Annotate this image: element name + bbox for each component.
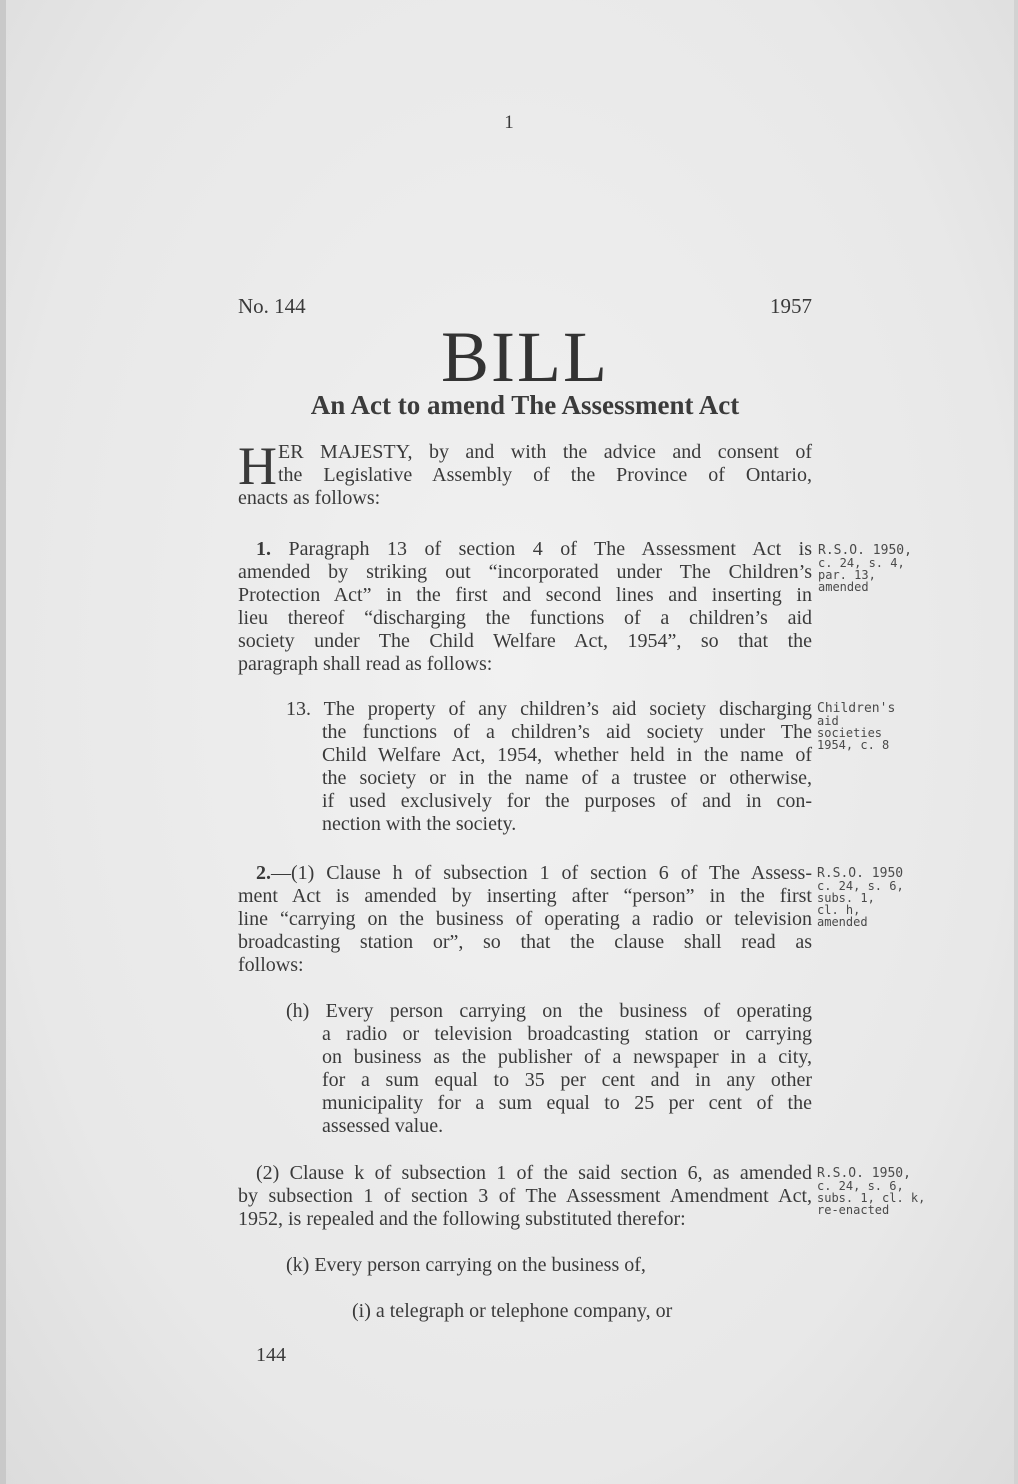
page-edge-left	[0, 0, 6, 1484]
quoted-line: the functions of a children’s aid society under The	[322, 721, 812, 743]
section-line: amended by striking out “incorporated under The Children’s	[238, 561, 812, 583]
quoted-line: nection with the society.	[322, 813, 517, 835]
section-line: follows:	[238, 954, 304, 976]
section-number: 2.	[256, 862, 271, 884]
section-line: lieu thereof “discharging the functions of a children’s aid	[238, 607, 812, 629]
quoted-line: on business as the publisher of a newspaper in a city,	[322, 1046, 812, 1068]
drop-cap: H	[238, 436, 277, 496]
quoted-line: (h) Every person carrying on the business of operating	[286, 1000, 812, 1022]
page-number: 1	[504, 112, 514, 133]
enacting-line: enacts as follows:	[238, 487, 381, 509]
section-line: by subsection 1 of section 3 of The Assessment Amendment Act,	[238, 1185, 812, 1207]
section-line	[238, 538, 812, 561]
section-line: Protection Act” in the first and second lines and inserting in	[238, 584, 812, 606]
quoted-line: the society or in the name of a trustee or otherwise,	[322, 767, 812, 789]
section-text: —(1) Clause h of subsection 1 of section 6 of The Assess-	[271, 862, 812, 884]
quoted-line: assessed value.	[322, 1115, 444, 1137]
section-line	[238, 862, 812, 885]
enacting-clause	[238, 436, 812, 510]
quoted-clause-k-i: (i) a telegraph or telephone company, or	[352, 1300, 673, 1322]
section-line: 1952, is repealed and the following substituted therefor:	[238, 1208, 686, 1230]
section-2-subsection-2	[238, 1162, 812, 1231]
section-1	[238, 538, 812, 676]
quoted-line: 13. The property of any children’s aid society discharging	[286, 698, 812, 720]
print-number: 144	[256, 1344, 286, 1366]
enacting-line: ER MAJESTY, by and with the advice and consent of	[278, 441, 812, 463]
bill-title: BILL	[441, 317, 609, 397]
section-number: 1.	[256, 538, 271, 560]
enacting-line: the Legislative Assembly of the Province of Ontario,	[278, 464, 812, 486]
quoted-line: Child Welfare Act, 1954, whether held in the name of	[322, 744, 812, 766]
quoted-line: if used exclusively for the purposes of and in con-	[322, 790, 812, 812]
section-line: line “carrying on the business of operating a radio or television	[238, 908, 812, 930]
section-line: broadcasting station or”, so that the clause shall read as	[238, 931, 812, 953]
section-line: paragraph shall read as follows:	[238, 653, 493, 675]
section-line: ment Act is amended by inserting after “person” in the first	[238, 885, 812, 907]
section-line: society under The Child Welfare Act, 1954”, so that the	[238, 630, 812, 652]
quoted-line: a radio or television broadcasting station or carrying	[322, 1023, 812, 1045]
marginal-note: Children's aid societies 1954, c. 8	[817, 701, 896, 752]
page-edge-right	[1014, 0, 1018, 1484]
marginal-note: R.S.O. 1950, c. 24, s. 4, par. 13, amended	[818, 543, 912, 594]
section-text: Paragraph 13 of section 4 of The Assessment Act is	[288, 538, 813, 560]
quoted-paragraph-13	[286, 698, 812, 836]
bill-subtitle: An Act to amend The Assessment Act	[310, 390, 740, 420]
marginal-note: R.S.O. 1950, c. 24, s. 6, subs. 1, cl. k, re-enacted	[817, 1166, 926, 1217]
quoted-line: for a sum equal to 35 per cent and in any other	[322, 1069, 812, 1091]
section-line: (2) Clause k of subsection 1 of the said section 6, as amended	[256, 1162, 812, 1184]
bill-number: No. 144	[238, 294, 306, 318]
marginal-note: R.S.O. 1950 c. 24, s. 6, subs. 1, cl. h, amended	[817, 866, 904, 929]
quoted-clause-k: (k) Every person carrying on the business of,	[286, 1254, 646, 1276]
bill-year: 1957	[770, 294, 812, 318]
quoted-clause-h	[286, 1000, 812, 1138]
section-2	[238, 862, 812, 977]
quoted-line: municipality for a sum equal to 25 per cent of the	[322, 1092, 812, 1114]
